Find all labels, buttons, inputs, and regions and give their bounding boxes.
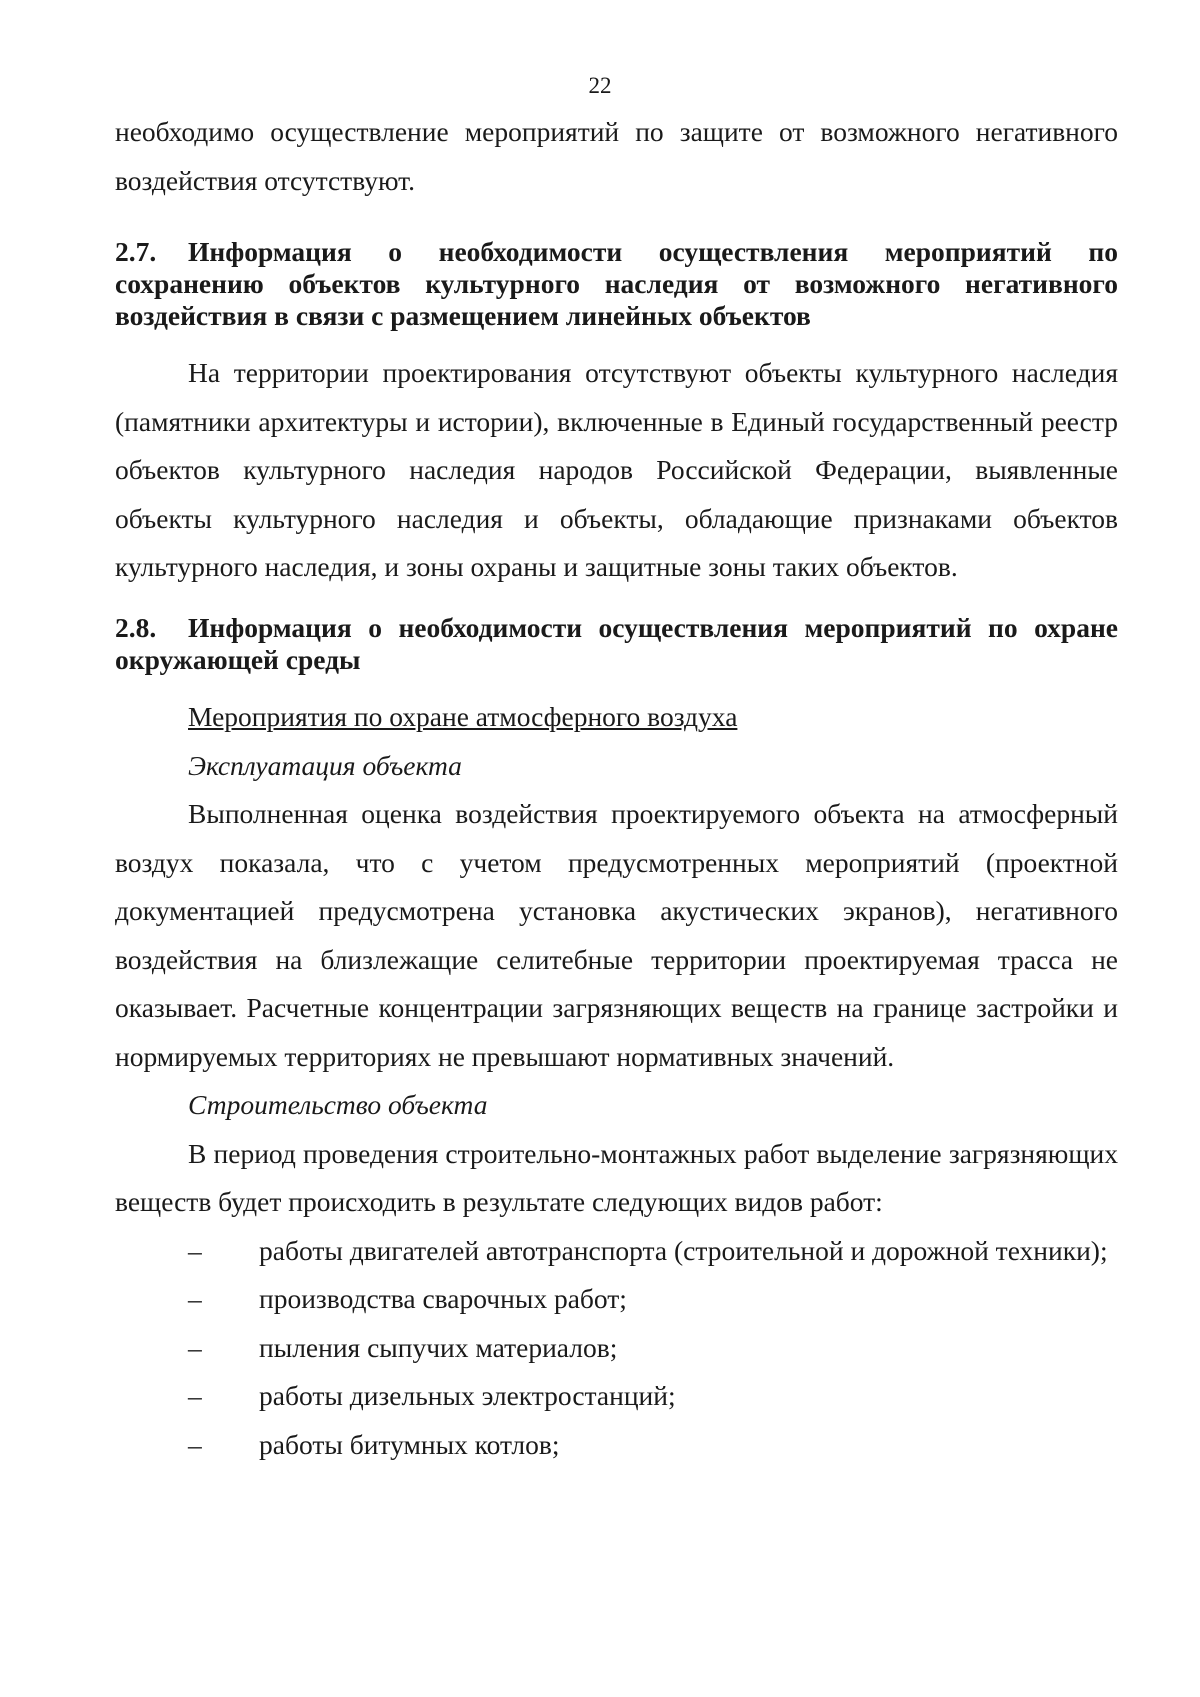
list-item [115, 1275, 1118, 1324]
dash-marker: – [188, 1380, 202, 1411]
section-2-8-body [115, 693, 1118, 1469]
section-number: 2.7. [115, 236, 157, 267]
section-title: Информация о необходимости осуществления мероприятий по охране окружающей среды [115, 612, 1118, 675]
list-item [115, 1421, 1118, 1470]
bullet-list [115, 1227, 1118, 1470]
list-item-text: работы дизельных электростанций; [259, 1380, 676, 1411]
list-item [115, 1227, 1118, 1276]
dash-marker: – [188, 1234, 202, 1266]
page-number: 22 [588, 73, 612, 98]
dash-marker: – [188, 1283, 202, 1314]
section-heading [115, 612, 1118, 676]
section-2-7-body [115, 349, 1118, 592]
dash-marker: – [188, 1331, 202, 1363]
section-number: 2.8. [115, 612, 157, 643]
list-item-text: пыления сыпучих материалов; [259, 1331, 618, 1363]
dash-marker: – [188, 1428, 202, 1460]
section-2-7-heading-block [115, 236, 1118, 332]
label-operation: Эксплуатация объекта [188, 749, 462, 781]
section-heading [115, 236, 1118, 332]
section-title: Информация о необходимости осуществления мероприятий по сохранению объектов культурного наследия от возможного негативного воздействия в связи с размещением линейных объектов [115, 236, 1118, 331]
intro-paragraph: необходимо осуществление мероприятий по защите от возможного негативного воздействия отсутствуют. [115, 116, 1118, 196]
list-item [115, 1372, 1118, 1421]
list-item-text: производства сварочных работ; [259, 1283, 627, 1314]
list-item-text: работы битумных котлов; [259, 1428, 560, 1460]
list-item-text: работы двигателей автотранспорта (строительной и дорожной техники); [259, 1234, 1108, 1266]
label-construction: Строительство объекта [188, 1089, 488, 1120]
construction-paragraph: В период проведения строительно-монтажных работ выделение загрязняющих веществ будет происходить в результате следующих видов работ: [115, 1137, 1118, 1217]
subheading-atmosphere: Мероприятия по охране атмосферного воздуха [188, 701, 738, 732]
section-2-8-heading-block [115, 612, 1118, 676]
list-item [115, 1324, 1118, 1373]
operation-paragraph: Выполненная оценка воздействия проектируемого объекта на атмосферный воздух показала, что с учетом предусмотренных мероприятий (проектной документацией предусмотрена установка акустических экранов), негативного воздействия на близлежащие селитебные территории проектируемая трасса не оказывает. Расчетные концентрации загрязняющих веществ на границе застройки и нормируемых территориях не превышают нормативных значений. [115, 798, 1118, 1072]
intro-block [115, 108, 1118, 205]
section-2-7-paragraph: На территории проектирования отсутствуют объекты культурного наследия (памятники архитектуры и истории), включенные в Единый государственный реестр объектов культурного наследия народов Российской Федерации, выявленные объекты культурного наследия и объекты, обладающие признаками объектов культурного наследия, и зоны охраны и защитные зоны таких объектов. [115, 357, 1118, 582]
